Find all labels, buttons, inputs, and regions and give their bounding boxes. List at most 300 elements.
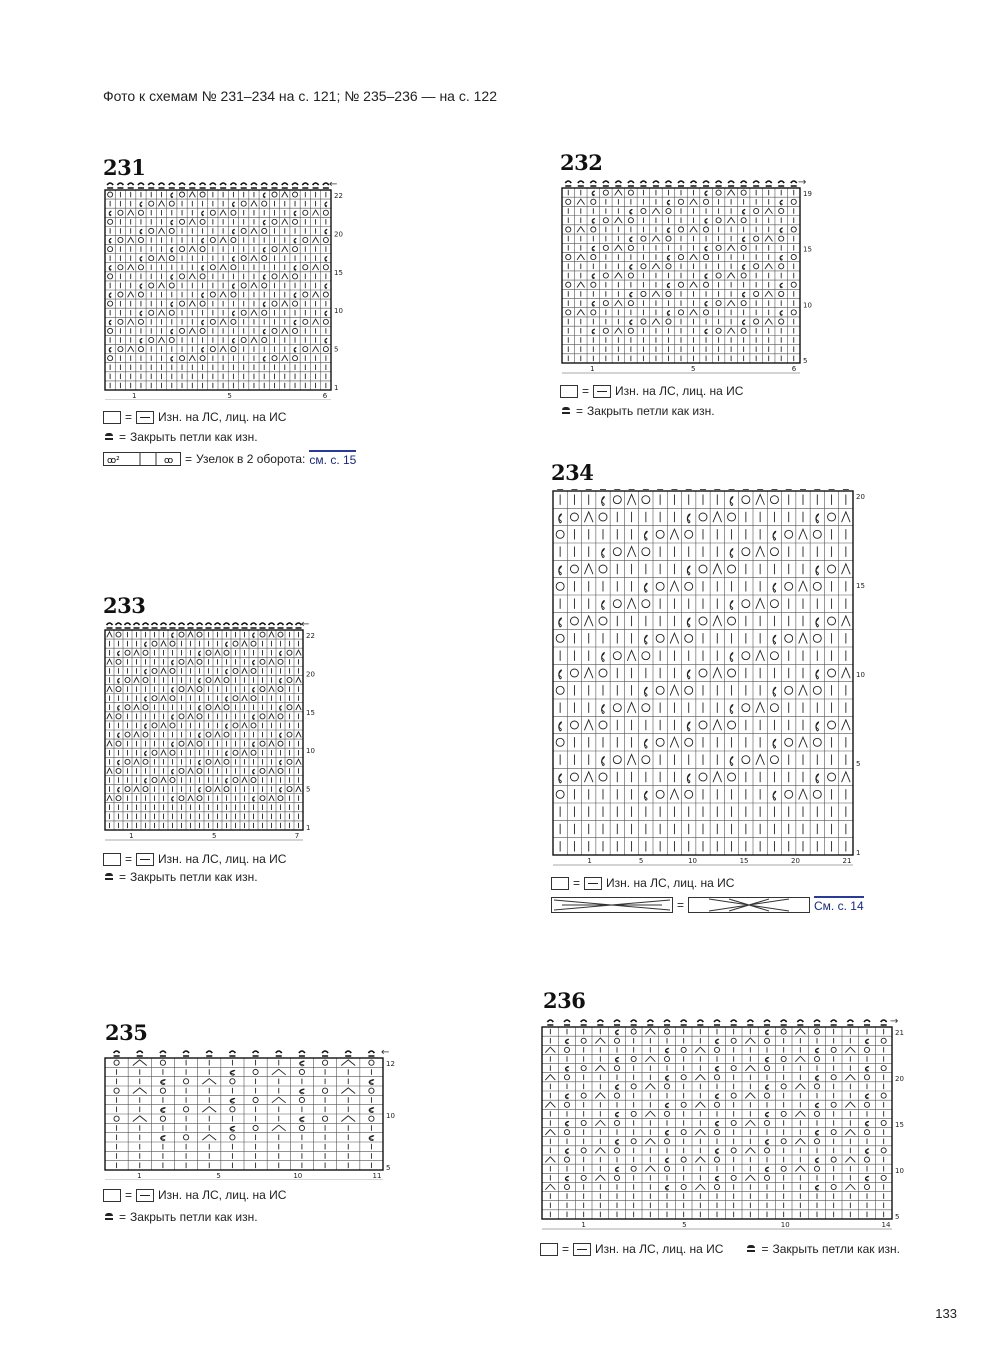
stitch-symbol bbox=[564, 1047, 569, 1052]
stitch-symbol bbox=[180, 356, 185, 361]
stitch-symbol bbox=[865, 1149, 868, 1154]
stitch-symbol bbox=[614, 1120, 619, 1125]
stitch-symbol bbox=[754, 208, 759, 213]
stitch-symbol bbox=[842, 668, 851, 678]
stitch-symbol bbox=[815, 1048, 818, 1053]
stitch-symbol bbox=[627, 754, 636, 764]
cable-symbol-icon bbox=[551, 897, 673, 913]
stitch-symbol bbox=[865, 1176, 868, 1181]
stitch-symbol bbox=[118, 237, 123, 242]
row-number-label: 1 bbox=[334, 384, 339, 392]
stitch-symbol bbox=[565, 1149, 568, 1154]
bindoff-mark bbox=[287, 623, 293, 628]
stitch-symbol bbox=[756, 494, 765, 504]
row-number-label: 10 bbox=[856, 671, 865, 679]
stitch-symbol bbox=[770, 704, 778, 712]
stitch-symbol bbox=[118, 787, 120, 792]
stitch-symbol bbox=[731, 1120, 736, 1125]
stitch-symbol bbox=[125, 705, 130, 710]
stitch-symbol bbox=[773, 739, 776, 748]
stitch-symbol bbox=[644, 583, 647, 592]
stitch-symbol bbox=[272, 247, 277, 252]
stitch-symbol bbox=[133, 1060, 147, 1066]
stitch-symbol bbox=[280, 733, 282, 738]
page-number: 133 bbox=[935, 1306, 957, 1321]
chart-grid-234 bbox=[551, 489, 868, 867]
page-reference-link[interactable]: см. с. 15 bbox=[309, 450, 356, 467]
direction-arrow: → bbox=[890, 1017, 899, 1027]
stitch-symbol bbox=[313, 292, 319, 297]
bindoff-mark bbox=[160, 1051, 166, 1056]
stitch-symbol bbox=[145, 724, 147, 729]
stitch-symbol bbox=[631, 1111, 636, 1116]
stitch-symbol bbox=[716, 218, 721, 223]
stitch-symbol bbox=[138, 210, 143, 215]
stitch-symbol bbox=[716, 301, 721, 306]
stitch-symbol bbox=[242, 723, 247, 728]
bindoff-mark bbox=[814, 1020, 820, 1025]
stitch-symbol bbox=[687, 566, 690, 575]
legend-label: Закрыть петли как изн. bbox=[587, 404, 715, 418]
stitch-symbol bbox=[210, 237, 215, 242]
stitch-symbol bbox=[631, 1029, 636, 1034]
stitch-symbol bbox=[107, 741, 112, 746]
stitch-symbol bbox=[842, 616, 851, 626]
stitch-symbol bbox=[703, 310, 708, 315]
stitch-symbol bbox=[114, 1060, 119, 1065]
stitch-symbol bbox=[303, 237, 308, 242]
stitch-symbol bbox=[615, 1167, 618, 1172]
equals-sign: = bbox=[573, 876, 581, 890]
stitch-symbol bbox=[666, 208, 671, 213]
stitch-symbol bbox=[189, 301, 195, 306]
stitch-symbol bbox=[581, 1066, 586, 1071]
stitch-symbol bbox=[233, 750, 238, 755]
stitch-symbol bbox=[667, 255, 670, 260]
stitch-symbol bbox=[293, 247, 298, 252]
stitch-symbol bbox=[206, 732, 211, 737]
stitch-symbol bbox=[644, 687, 647, 696]
stitch-symbol bbox=[645, 1139, 655, 1144]
stitch-symbol bbox=[665, 1185, 668, 1190]
stitch-symbol bbox=[791, 199, 796, 204]
stitch-symbol bbox=[627, 650, 636, 660]
stitch-symbol bbox=[323, 319, 328, 324]
stitch-symbol bbox=[814, 1056, 819, 1061]
bindoff-mark bbox=[831, 1020, 837, 1025]
stitch-symbol bbox=[715, 1121, 718, 1126]
stitch-symbol bbox=[881, 1038, 886, 1043]
stitch-symbol bbox=[715, 1176, 718, 1181]
chart-grid-232 bbox=[560, 178, 815, 375]
stitch-symbol bbox=[118, 265, 123, 270]
stitch-symbol bbox=[224, 787, 229, 792]
stitch-symbol bbox=[652, 264, 660, 270]
direction-arrow: → bbox=[798, 178, 807, 188]
stitch-symbol bbox=[667, 200, 670, 205]
stitch-symbol bbox=[138, 292, 143, 297]
stitch-symbol bbox=[566, 227, 571, 232]
stitch-symbol bbox=[179, 768, 184, 773]
stitch-symbol bbox=[263, 302, 265, 307]
stitch-symbol bbox=[242, 668, 247, 673]
legend-cable-234 bbox=[551, 896, 864, 913]
stitch-symbol bbox=[828, 773, 836, 781]
stitch-symbol bbox=[613, 548, 621, 556]
stitch-symbol bbox=[293, 274, 298, 279]
stitch-symbol bbox=[107, 686, 112, 691]
stitch-symbol bbox=[685, 582, 693, 590]
stitch-symbol bbox=[206, 787, 211, 792]
stitch-symbol bbox=[231, 237, 236, 242]
stitch-symbol bbox=[293, 219, 298, 224]
row-number-label: 20 bbox=[334, 230, 343, 239]
stitch-symbol bbox=[565, 1121, 568, 1126]
stitch-symbol bbox=[322, 1116, 327, 1121]
stitch-symbol bbox=[727, 300, 735, 306]
stitch-symbol bbox=[687, 670, 690, 679]
stitch-symbol bbox=[145, 642, 147, 647]
stitch-symbol bbox=[881, 1175, 886, 1180]
stitch-symbol bbox=[215, 732, 220, 737]
stitch-symbol bbox=[226, 724, 228, 729]
stitch-symbol bbox=[705, 246, 708, 251]
stitch-symbol bbox=[118, 347, 123, 352]
stitch-symbol bbox=[179, 632, 184, 637]
stitch-symbol bbox=[577, 282, 585, 288]
stitch-symbol bbox=[764, 1038, 769, 1043]
stitch-symbol bbox=[566, 255, 571, 260]
stitch-symbol bbox=[687, 618, 690, 627]
stitch-symbol bbox=[559, 774, 562, 783]
bindoff-mark bbox=[161, 623, 167, 628]
stitch-symbol bbox=[180, 328, 185, 333]
stitch-symbol bbox=[180, 301, 185, 306]
stitch-symbol bbox=[161, 641, 166, 646]
stitch-symbol bbox=[728, 721, 736, 729]
stitch-symbol bbox=[108, 301, 113, 306]
stitch-symbol bbox=[614, 1148, 619, 1153]
stitch-symbol bbox=[107, 714, 112, 719]
stitch-symbol bbox=[770, 496, 778, 504]
stitch-symbol bbox=[152, 723, 157, 728]
bindoff-icon bbox=[103, 433, 115, 441]
stitch-symbol bbox=[169, 201, 174, 206]
row-number-label: 20 bbox=[856, 493, 865, 501]
column-number-label: 7 bbox=[294, 832, 300, 840]
stitch-symbol bbox=[577, 254, 585, 260]
stitch-symbol bbox=[741, 301, 746, 306]
stitch-symbol bbox=[369, 1116, 374, 1121]
stitch-symbol bbox=[232, 229, 234, 234]
row-number-label: 15 bbox=[895, 1121, 904, 1129]
legend-label: Закрыть петли как изн. bbox=[772, 1242, 901, 1256]
stitch-symbol bbox=[745, 1120, 755, 1125]
stitch-symbol bbox=[269, 686, 274, 691]
stitch-symbol bbox=[656, 686, 664, 694]
stitch-symbol bbox=[656, 738, 664, 746]
stitch-symbol bbox=[745, 1038, 755, 1043]
equals-sign: = bbox=[576, 404, 584, 418]
column-number-label: 10 bbox=[780, 1221, 790, 1229]
stitch-symbol bbox=[251, 723, 256, 728]
stitch-symbol bbox=[200, 356, 205, 361]
stitch-symbol bbox=[728, 669, 736, 677]
stitch-symbol bbox=[565, 1066, 568, 1071]
stitch-symbol bbox=[134, 650, 139, 655]
stitch-symbol bbox=[200, 301, 205, 306]
stitch-symbol bbox=[171, 275, 173, 280]
stitch-symbol bbox=[764, 1148, 769, 1153]
stitch-symbol bbox=[664, 1166, 669, 1171]
stitch-symbol bbox=[765, 264, 773, 270]
stitch-symbol bbox=[615, 1057, 618, 1062]
stitch-symbol bbox=[714, 1157, 719, 1162]
stitch-symbol bbox=[642, 652, 650, 660]
stitch-symbol bbox=[260, 768, 265, 773]
row-number-label: 5 bbox=[334, 345, 339, 354]
stitch-symbol bbox=[628, 273, 633, 278]
column-number-label: 5 bbox=[682, 1221, 687, 1229]
stitch-symbol bbox=[263, 329, 265, 334]
stitch-symbol bbox=[765, 208, 773, 214]
stitch-symbol bbox=[690, 227, 698, 233]
stitch-symbol bbox=[570, 617, 578, 625]
stitch-symbol bbox=[220, 292, 226, 297]
stitch-symbol bbox=[842, 564, 851, 574]
stitch-symbol bbox=[183, 1079, 188, 1084]
stitch-symbol bbox=[642, 756, 650, 764]
bindoff-mark bbox=[590, 181, 596, 186]
stitch-symbol bbox=[189, 274, 195, 279]
stitch-symbol bbox=[685, 686, 693, 694]
empty-cell-icon bbox=[540, 1243, 558, 1256]
stitch-symbol bbox=[764, 1093, 769, 1098]
stitch-symbol bbox=[828, 617, 836, 625]
stitch-symbol bbox=[564, 1130, 569, 1135]
stitch-symbol bbox=[599, 617, 607, 625]
stitch-symbol bbox=[293, 328, 298, 333]
stitch-symbol bbox=[242, 641, 247, 646]
stitch-symbol bbox=[179, 659, 184, 664]
stitch-symbol bbox=[253, 769, 255, 774]
bindoff-mark bbox=[764, 1020, 770, 1025]
stitch-symbol bbox=[232, 311, 234, 316]
stitch-symbol bbox=[128, 292, 134, 297]
stitch-symbol bbox=[705, 191, 708, 196]
row-number-label: 22 bbox=[334, 192, 343, 200]
stitch-symbol bbox=[745, 1175, 755, 1180]
stitch-symbol bbox=[280, 651, 282, 656]
chart-border bbox=[553, 491, 853, 855]
stitch-symbol bbox=[199, 733, 201, 738]
stitch-symbol bbox=[226, 642, 228, 647]
stitch-symbol bbox=[272, 192, 277, 197]
stitch-symbol bbox=[814, 1029, 819, 1034]
stitch-symbol bbox=[251, 310, 257, 315]
bindoff-mark bbox=[597, 1020, 603, 1025]
stitch-symbol bbox=[781, 1139, 786, 1144]
stitch-symbol bbox=[756, 546, 765, 556]
legend-label: Изн. на ЛС, лиц. на ИС bbox=[606, 876, 735, 890]
stitch-symbol bbox=[584, 564, 593, 574]
stitch-symbol bbox=[614, 1093, 619, 1098]
stitch-symbol bbox=[220, 237, 226, 242]
bindoff-mark bbox=[169, 183, 175, 188]
stitch-symbol bbox=[200, 219, 205, 224]
stitch-symbol bbox=[630, 209, 633, 214]
empty-cell-icon bbox=[103, 1189, 121, 1202]
stitch-symbol bbox=[652, 291, 660, 297]
stitch-symbol bbox=[170, 723, 175, 728]
empty-cell-icon bbox=[103, 853, 121, 866]
stitch-symbol bbox=[140, 257, 142, 262]
stitch-symbol bbox=[160, 1116, 165, 1121]
stitch-symbol bbox=[842, 512, 851, 522]
stitch-symbol bbox=[116, 796, 121, 801]
schema-number-232: 232 bbox=[560, 150, 603, 175]
stitch-symbol bbox=[730, 549, 733, 558]
stitch-symbol bbox=[559, 514, 562, 523]
stitch-symbol bbox=[325, 311, 327, 316]
stitch-symbol bbox=[269, 768, 274, 773]
stitch-symbol bbox=[313, 319, 319, 324]
stitch-symbol bbox=[230, 1126, 235, 1131]
stitch-symbol bbox=[197, 659, 202, 664]
stitch-symbol bbox=[220, 265, 226, 270]
stitch-symbol bbox=[731, 1038, 736, 1043]
stitch-symbol bbox=[713, 564, 722, 574]
stitch-symbol bbox=[161, 1136, 166, 1141]
knot-symbol-icon bbox=[103, 452, 181, 466]
bindoff-mark bbox=[697, 1020, 703, 1025]
stitch-symbol bbox=[613, 496, 621, 504]
row-number-label: 19 bbox=[803, 190, 812, 198]
stitch-symbol bbox=[595, 1148, 605, 1153]
stitch-symbol bbox=[169, 337, 174, 342]
stitch-symbol bbox=[145, 697, 147, 702]
bindoff-icon bbox=[103, 1213, 115, 1221]
bindoff-mark bbox=[631, 1020, 637, 1025]
row-number-label: 10 bbox=[334, 307, 343, 316]
row-number-label: 12 bbox=[386, 1060, 395, 1068]
equals-sign: = bbox=[125, 410, 133, 424]
stitch-symbol bbox=[595, 1175, 605, 1180]
column-number-label: 5 bbox=[690, 365, 696, 373]
stitch-symbol bbox=[272, 274, 277, 279]
stitch-symbol bbox=[169, 256, 174, 261]
stitch-symbol bbox=[665, 1076, 668, 1081]
stitch-symbol bbox=[565, 1176, 568, 1181]
stitch-symbol bbox=[226, 697, 228, 702]
stitch-symbol bbox=[272, 356, 277, 361]
stitch-symbol bbox=[118, 292, 123, 297]
stitch-symbol bbox=[603, 301, 608, 306]
stitch-symbol bbox=[695, 1184, 705, 1189]
bindoff-mark bbox=[179, 183, 185, 188]
stitch-symbol bbox=[251, 641, 256, 646]
bindoff-mark bbox=[313, 183, 319, 188]
stitch-symbol bbox=[545, 1129, 555, 1134]
stitch-symbol bbox=[202, 293, 204, 298]
stitch-symbol bbox=[230, 1070, 235, 1075]
stitch-symbol bbox=[161, 695, 166, 700]
stitch-symbol bbox=[595, 1093, 605, 1098]
stitch-symbol bbox=[690, 199, 698, 205]
stitch-symbol bbox=[282, 219, 288, 224]
stitch-symbol bbox=[138, 265, 143, 270]
stitch-symbol bbox=[645, 1166, 655, 1171]
stitch-symbol bbox=[260, 687, 265, 692]
stitch-symbol bbox=[670, 633, 679, 643]
stitch-symbol bbox=[241, 337, 246, 342]
stitch-symbol bbox=[881, 1066, 886, 1071]
stitch-symbol bbox=[226, 669, 228, 674]
stitch-symbol bbox=[713, 668, 722, 678]
stitch-symbol bbox=[770, 756, 778, 764]
stitch-symbol bbox=[730, 497, 733, 506]
stitch-symbol bbox=[685, 790, 693, 798]
stitch-symbol bbox=[756, 598, 765, 608]
stitch-symbol bbox=[577, 310, 585, 316]
bindoff-mark bbox=[179, 623, 185, 628]
bindoff-mark bbox=[766, 181, 772, 186]
stitch-symbol bbox=[180, 247, 185, 252]
bindoff-mark bbox=[134, 623, 140, 628]
bindoff-mark bbox=[292, 183, 298, 188]
stitch-symbol bbox=[715, 1039, 718, 1044]
stitch-symbol bbox=[631, 1084, 636, 1089]
stitch-symbol bbox=[595, 1120, 605, 1125]
stitch-symbol bbox=[799, 789, 808, 799]
stitch-symbol bbox=[613, 704, 621, 712]
stitch-symbol bbox=[107, 795, 112, 800]
legend-bindoff-231 bbox=[103, 430, 258, 444]
stitch-symbol bbox=[280, 760, 282, 765]
stitch-symbol bbox=[241, 310, 246, 315]
stitch-symbol bbox=[742, 652, 750, 660]
bindoff-mark bbox=[276, 1051, 282, 1056]
stitch-symbol bbox=[269, 659, 274, 664]
stitch-symbol bbox=[742, 209, 745, 214]
stitch-symbol bbox=[188, 795, 193, 800]
stitch-symbol bbox=[109, 211, 111, 216]
equals-sign: = bbox=[562, 1242, 570, 1256]
stitch-symbol bbox=[781, 1166, 786, 1171]
stitch-symbol bbox=[564, 1184, 569, 1189]
stitch-symbol bbox=[220, 346, 226, 351]
stitch-symbol bbox=[224, 677, 229, 682]
stitch-symbol bbox=[145, 751, 147, 756]
stitch-symbol bbox=[742, 496, 750, 504]
stitch-symbol bbox=[785, 634, 793, 642]
page-reference-link[interactable]: См. с. 14 bbox=[814, 896, 864, 913]
stitch-symbol bbox=[881, 1093, 886, 1098]
stitch-symbol bbox=[591, 282, 596, 287]
stitch-symbol bbox=[570, 565, 578, 573]
stitch-symbol bbox=[599, 669, 607, 677]
stitch-symbol bbox=[262, 201, 267, 206]
legend-bindoff-233 bbox=[103, 870, 258, 884]
stitch-symbol bbox=[188, 686, 193, 691]
stitch-symbol bbox=[584, 616, 593, 626]
stitch-symbol bbox=[741, 190, 746, 195]
stitch-symbol bbox=[294, 347, 296, 352]
stitch-symbol bbox=[795, 1139, 805, 1144]
stitch-symbol bbox=[742, 265, 745, 270]
dash-cell-icon bbox=[136, 853, 154, 866]
stitch-symbol bbox=[881, 1148, 886, 1153]
